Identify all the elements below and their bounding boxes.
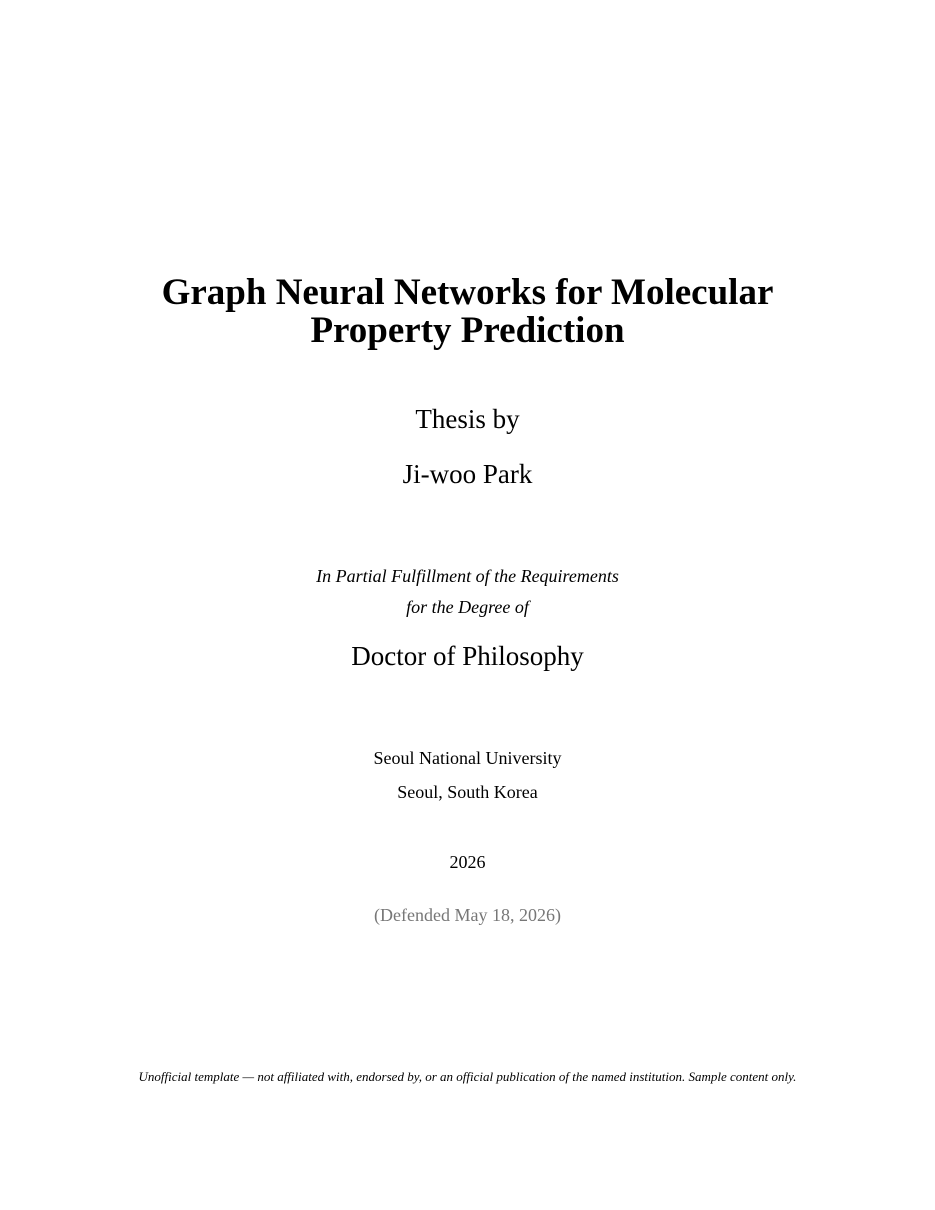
thesis-title-line-1: Graph Neural Networks for Molecular [161,272,774,313]
fulfillment-line-2: for the Degree of [406,597,529,617]
defense-date: (Defended May 18, 2026) [374,905,561,925]
thesis-title-line-2: Property Prediction [310,310,625,351]
fulfillment-line-1: In Partial Fulfillment of the Requirements [316,566,619,586]
institution-name: Seoul National University [373,748,562,768]
degree-name: Doctor of Philosophy [351,641,584,671]
thesis-by-label: Thesis by [415,404,520,434]
thesis-year: 2026 [449,852,486,872]
institution-location: Seoul, South Korea [397,782,538,802]
disclaimer-note: Unofficial template — not affiliated with, endorsed by, or an official publication of the named institution. Sample content only. [138,1069,797,1084]
author-name: Ji-woo Park [402,459,533,489]
